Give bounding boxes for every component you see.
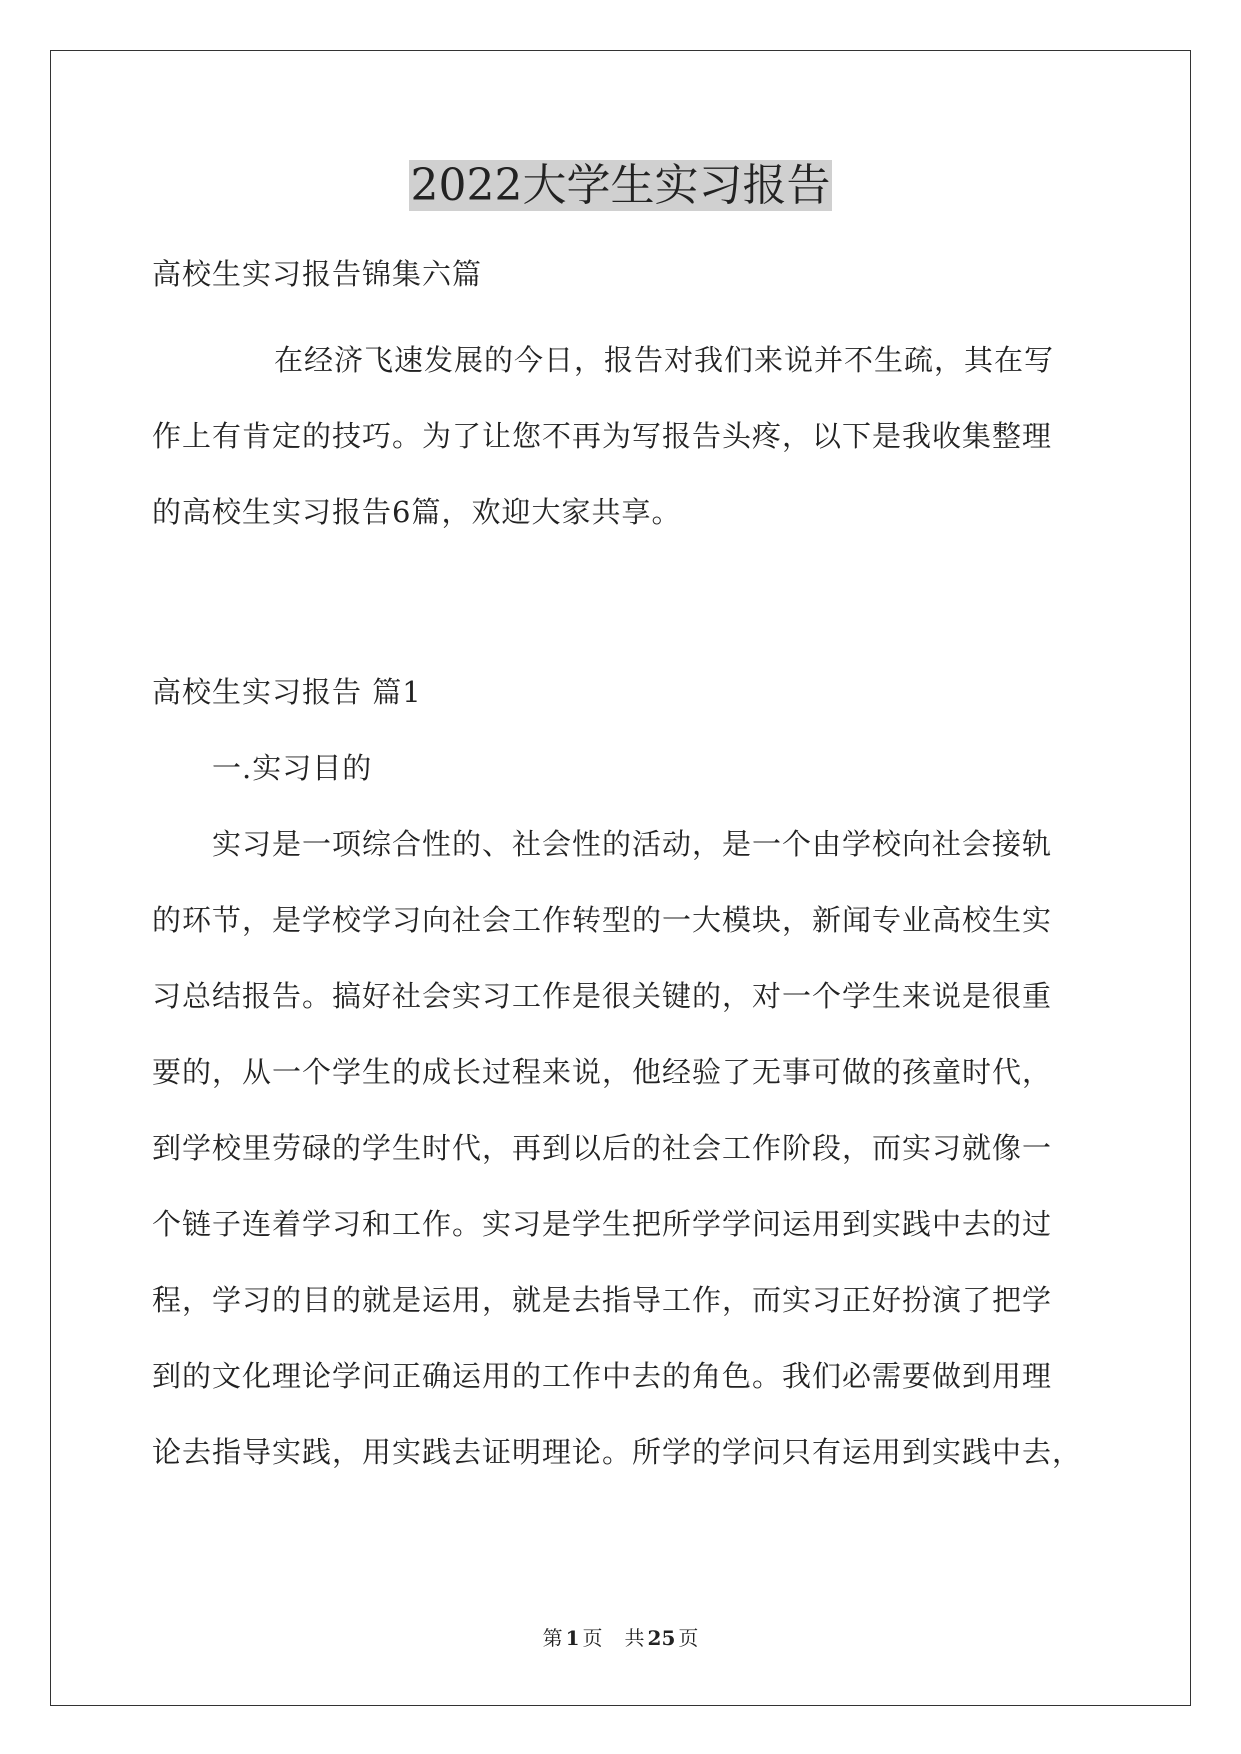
body-line: 程，学习的目的就是运用，就是去指导工作，而实习正好扮演了把学 (152, 1283, 1053, 1317)
footer-page-suffix: 页 (582, 1626, 603, 1650)
section-heading-text: 高校生实习报告 篇1 (152, 675, 422, 709)
body-line: 习总结报告。搞好社会实习工作是很关键的，对一个学生来说是很重 (152, 979, 1053, 1013)
subtitle-text: 高校生实习报告锦集六篇 (152, 257, 483, 291)
subsection-heading-text: 一.实习目的 (212, 751, 373, 785)
body-line: 论去指导实践，用实践去证明理论。所学的学问只有运用到实践中去， (152, 1435, 1083, 1469)
body-line: 到的文化理论学问正确运用的工作中去的角色。我们必需要做到用理 (152, 1359, 1053, 1393)
page-footer (0, 1625, 1241, 1651)
footer-total-prefix: 共 (624, 1626, 645, 1650)
body-line: 实习是一项综合性的、社会性的活动，是一个由学校向社会接轨 (212, 827, 1053, 861)
intro-line: 在经济飞速发展的今日，报告对我们来说并不生疏，其在写 (274, 343, 1055, 377)
section-heading (152, 654, 1087, 730)
document-subtitle (152, 236, 1087, 312)
intro-line: 的高校生实习报告6篇，欢迎大家共享。 (152, 495, 682, 529)
body-line: 要的，从一个学生的成长过程来说，他经验了无事可做的孩童时代， (152, 1055, 1053, 1089)
footer-total-pages: 25 (647, 1626, 676, 1650)
body-line: 个链子连着学习和工作。实习是学生把所学学问运用到实践中去的过 (152, 1207, 1053, 1241)
subsection-heading (152, 730, 1087, 806)
body-paragraph (152, 806, 1087, 1490)
footer-page-prefix: 第 (542, 1626, 563, 1650)
intro-line: 作上有肯定的技巧。为了让您不再为写报告头疼，以下是我收集整理 (152, 419, 1053, 453)
intro-paragraph (152, 322, 1087, 550)
body-line: 的环节，是学校学习向社会工作转型的一大模块，新闻专业高校生实 (152, 903, 1053, 937)
body-line: 到学校里劳碌的学生时代，再到以后的社会工作阶段，而实习就像一 (152, 1131, 1053, 1165)
footer-total-suffix: 页 (678, 1626, 699, 1650)
document-title (0, 158, 1241, 214)
document-title-text: 2022大学生实习报告 (410, 160, 831, 211)
footer-current-page: 1 (565, 1626, 580, 1650)
